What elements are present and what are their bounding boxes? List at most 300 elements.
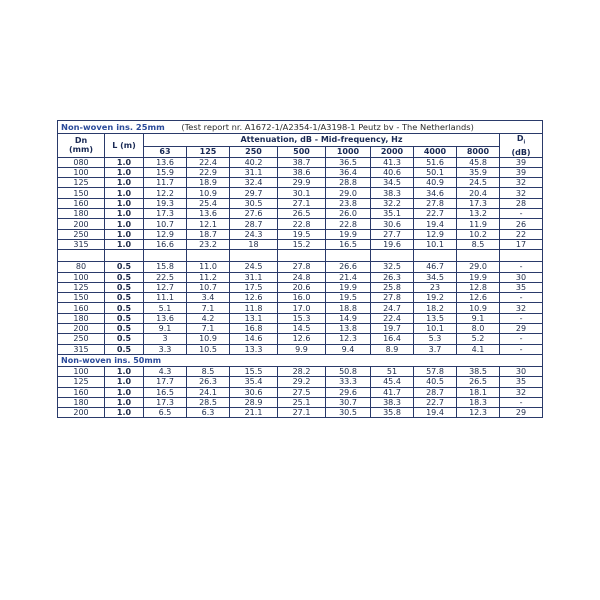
attenuation-cell: 15.5 xyxy=(230,366,278,376)
attenuation-cell: 31.1 xyxy=(230,272,278,282)
attenuation-cell: 4.1 xyxy=(457,344,500,354)
attenuation-cell: 9.4 xyxy=(326,344,371,354)
length-cell: 1.0 xyxy=(105,397,144,407)
length-cell: 1.0 xyxy=(105,157,144,167)
attenuation-cell: 25.1 xyxy=(278,397,326,407)
dn-cell: 315 xyxy=(58,239,105,249)
attenuation-cell: 36.4 xyxy=(326,167,371,177)
attenuation-cell: 12.6 xyxy=(230,293,278,303)
attenuation-cell: 19.9 xyxy=(326,282,371,292)
attenuation-cell: 10.9 xyxy=(187,188,230,198)
attenuation-cell: 22.8 xyxy=(326,219,371,229)
table-row xyxy=(58,282,543,292)
length-cell: 1.0 xyxy=(105,219,144,229)
di-cell: - xyxy=(500,262,543,272)
attenuation-cell: 16.4 xyxy=(371,334,414,344)
group-separator-row xyxy=(58,250,543,262)
attenuation-sheet xyxy=(57,120,542,418)
attenuation-cell: 6.5 xyxy=(144,408,187,418)
di-cell: 22 xyxy=(500,229,543,239)
attenuation-cell: 40.9 xyxy=(414,178,457,188)
dn-cell: 180 xyxy=(58,397,105,407)
attenuation-cell: 18.2 xyxy=(414,303,457,313)
table-row xyxy=(58,313,543,323)
attenuation-cell: 34.5 xyxy=(414,272,457,282)
attenuation-cell: 16.6 xyxy=(144,239,187,249)
length-cell: 0.5 xyxy=(105,293,144,303)
attenuation-cell: 3 xyxy=(144,334,187,344)
length-cell: 0.5 xyxy=(105,334,144,344)
table-title: Non-woven ins. 25mm xyxy=(61,122,165,132)
attenuation-cell: 13.5 xyxy=(414,313,457,323)
attenuation-cell: 22.8 xyxy=(278,219,326,229)
attenuation-cell: 5.3 xyxy=(414,334,457,344)
frequency-header-cell: 63 xyxy=(144,147,187,157)
separator-cell xyxy=(500,250,543,262)
table-row xyxy=(58,229,543,239)
table-row xyxy=(58,366,543,376)
attenuation-cell: 19.6 xyxy=(371,239,414,249)
attenuation-cell: 17.3 xyxy=(457,198,500,208)
di-header-sub: i xyxy=(523,139,526,146)
length-cell: 1.0 xyxy=(105,387,144,397)
dn-header-unit: (mm) xyxy=(69,145,93,155)
frequency-header-cell: 1000 xyxy=(326,147,371,157)
attenuation-cell: 8.5 xyxy=(457,239,500,249)
attenuation-cell: 19.2 xyxy=(414,293,457,303)
attenuation-cell: 36.5 xyxy=(326,157,371,167)
length-cell: 1.0 xyxy=(105,178,144,188)
attenuation-cell: 27.8 xyxy=(371,293,414,303)
attenuation-cell: 14.6 xyxy=(230,334,278,344)
di-cell: 39 xyxy=(500,157,543,167)
attenuation-cell: 51 xyxy=(371,366,414,376)
length-cell: 1.0 xyxy=(105,229,144,239)
attenuation-cell: 8.9 xyxy=(371,344,414,354)
table-row xyxy=(58,334,543,344)
attenuation-cell: 12.9 xyxy=(414,229,457,239)
table-row xyxy=(58,344,543,354)
frequency-header-cell: 2000 xyxy=(371,147,414,157)
dn-cell: 250 xyxy=(58,229,105,239)
di-header xyxy=(500,134,543,158)
dn-cell: 100 xyxy=(58,366,105,376)
dn-cell: 200 xyxy=(58,219,105,229)
attenuation-cell: 26.3 xyxy=(187,377,230,387)
attenuation-cell: 13.6 xyxy=(144,157,187,167)
attenuation-cell: 27.6 xyxy=(230,209,278,219)
di-cell: 17 xyxy=(500,239,543,249)
attenuation-cell: 19.9 xyxy=(326,229,371,239)
attenuation-cell: 18.7 xyxy=(187,229,230,239)
length-cell: 0.5 xyxy=(105,272,144,282)
attenuation-cell: 27.1 xyxy=(278,198,326,208)
attenuation-cell: 30.7 xyxy=(326,397,371,407)
attenuation-cell: 30.1 xyxy=(278,188,326,198)
frequency-header-cell: 125 xyxy=(187,147,230,157)
attenuation-cell: 32.5 xyxy=(371,262,414,272)
attenuation-cell: 19.7 xyxy=(371,324,414,334)
attenuation-cell: 6.3 xyxy=(187,408,230,418)
attenuation-cell: 26.0 xyxy=(326,209,371,219)
attenuation-cell: 17.0 xyxy=(278,303,326,313)
di-cell: - xyxy=(500,293,543,303)
attenuation-cell: 21.4 xyxy=(326,272,371,282)
attenuation-cell: 10.1 xyxy=(414,324,457,334)
attenuation-cell: 32.4 xyxy=(230,178,278,188)
separator-cell xyxy=(414,250,457,262)
attenuation-cell: 38.6 xyxy=(278,167,326,177)
attenuation-cell: 9.1 xyxy=(457,313,500,323)
attenuation-cell: 12.2 xyxy=(144,188,187,198)
attenuation-cell: 50.8 xyxy=(326,366,371,376)
attenuation-cell: 22.4 xyxy=(371,313,414,323)
attenuation-cell: 12.3 xyxy=(457,408,500,418)
table-row xyxy=(58,178,543,188)
separator-cell xyxy=(144,250,187,262)
attenuation-cell: 19.5 xyxy=(278,229,326,239)
length-cell: 0.5 xyxy=(105,262,144,272)
attenuation-cell: 28.7 xyxy=(230,219,278,229)
attenuation-cell: 22.7 xyxy=(414,209,457,219)
attenuation-cell: 27.8 xyxy=(278,262,326,272)
attenuation-cell: 22.9 xyxy=(187,167,230,177)
attenuation-cell: 40.6 xyxy=(371,167,414,177)
caption-row xyxy=(58,121,543,134)
separator-cell xyxy=(230,250,278,262)
attenuation-cell: 45.4 xyxy=(371,377,414,387)
di-cell: 32 xyxy=(500,188,543,198)
attenuation-cell: 26.6 xyxy=(326,262,371,272)
attenuation-cell: 24.3 xyxy=(230,229,278,239)
di-cell: 30 xyxy=(500,366,543,376)
dn-cell: 200 xyxy=(58,324,105,334)
attenuation-cell: 27.5 xyxy=(278,387,326,397)
attenuation-cell: 10.1 xyxy=(414,239,457,249)
length-cell: 1.0 xyxy=(105,239,144,249)
attenuation-cell: 10.9 xyxy=(457,303,500,313)
attenuation-cell: 15.9 xyxy=(144,167,187,177)
dn-cell: 160 xyxy=(58,387,105,397)
separator-cell xyxy=(326,250,371,262)
attenuation-cell: 8.5 xyxy=(187,366,230,376)
attenuation-cell: 11.0 xyxy=(187,262,230,272)
table-row xyxy=(58,293,543,303)
attenuation-cell: 30.6 xyxy=(230,387,278,397)
attenuation-cell: 51.6 xyxy=(414,157,457,167)
attenuation-cell: 14.5 xyxy=(278,324,326,334)
attenuation-cell: 45.8 xyxy=(457,157,500,167)
table-row xyxy=(58,188,543,198)
attenuation-cell: 18.1 xyxy=(457,387,500,397)
attenuation-cell: 26.5 xyxy=(278,209,326,219)
attenuation-cell: 40.5 xyxy=(414,377,457,387)
di-cell: - xyxy=(500,313,543,323)
attenuation-cell: 35.4 xyxy=(230,377,278,387)
attenuation-cell: 19.9 xyxy=(457,272,500,282)
di-cell: 35 xyxy=(500,282,543,292)
attenuation-header: Attenuation, dB - Mid-frequency, Hz xyxy=(144,134,500,147)
table-row xyxy=(58,262,543,272)
length-cell: 0.5 xyxy=(105,324,144,334)
attenuation-cell: 29.6 xyxy=(326,387,371,397)
attenuation-cell: 41.3 xyxy=(371,157,414,167)
attenuation-cell: 13.6 xyxy=(187,209,230,219)
dn-cell: 180 xyxy=(58,209,105,219)
length-cell: 0.5 xyxy=(105,344,144,354)
attenuation-cell: 9.1 xyxy=(144,324,187,334)
attenuation-cell: 13.2 xyxy=(457,209,500,219)
attenuation-cell: 17.5 xyxy=(230,282,278,292)
attenuation-cell: 38.3 xyxy=(371,188,414,198)
attenuation-cell: 16.5 xyxy=(326,239,371,249)
dn-cell: 150 xyxy=(58,293,105,303)
length-cell: 1.0 xyxy=(105,366,144,376)
attenuation-cell: 16.0 xyxy=(278,293,326,303)
table-row xyxy=(58,397,543,407)
attenuation-cell: 18.3 xyxy=(457,397,500,407)
dn-cell: 125 xyxy=(58,178,105,188)
table-row xyxy=(58,209,543,219)
dn-cell: 125 xyxy=(58,377,105,387)
attenuation-cell: 17.7 xyxy=(144,377,187,387)
attenuation-cell: 12.8 xyxy=(457,282,500,292)
di-cell: - xyxy=(500,397,543,407)
attenuation-cell: 38.3 xyxy=(371,397,414,407)
attenuation-cell: 12.9 xyxy=(144,229,187,239)
dn-cell: 80 xyxy=(58,262,105,272)
attenuation-cell: 10.7 xyxy=(144,219,187,229)
attenuation-cell: 4.3 xyxy=(144,366,187,376)
attenuation-cell: 22.7 xyxy=(414,397,457,407)
attenuation-cell: 27.1 xyxy=(278,408,326,418)
separator-cell xyxy=(58,250,105,262)
attenuation-cell: 30.5 xyxy=(326,408,371,418)
di-cell: 29 xyxy=(500,324,543,334)
group-separator-row xyxy=(58,354,543,366)
separator-cell xyxy=(278,250,326,262)
dn-cell: 100 xyxy=(58,272,105,282)
attenuation-cell: 29.0 xyxy=(457,262,500,272)
attenuation-cell: 30.5 xyxy=(230,198,278,208)
attenuation-cell: 3.7 xyxy=(414,344,457,354)
attenuation-cell: 27.8 xyxy=(414,198,457,208)
length-cell: 1.0 xyxy=(105,209,144,219)
attenuation-cell: 25.8 xyxy=(371,282,414,292)
attenuation-cell: 11.1 xyxy=(144,293,187,303)
attenuation-cell: 34.6 xyxy=(414,188,457,198)
di-cell: 26 xyxy=(500,219,543,229)
attenuation-cell: 40.2 xyxy=(230,157,278,167)
attenuation-cell: 19.3 xyxy=(144,198,187,208)
attenuation-cell: 24.1 xyxy=(187,387,230,397)
dn-cell: 100 xyxy=(58,167,105,177)
di-cell: 29 xyxy=(500,408,543,418)
attenuation-cell: 19.4 xyxy=(414,408,457,418)
dn-cell: 315 xyxy=(58,344,105,354)
frequency-header-cell: 8000 xyxy=(457,147,500,157)
table-row xyxy=(58,324,543,334)
separator-cell xyxy=(457,250,500,262)
attenuation-cell: 14.9 xyxy=(326,313,371,323)
attenuation-cell: 18.9 xyxy=(187,178,230,188)
attenuation-cell: 20.4 xyxy=(457,188,500,198)
attenuation-cell: 24.5 xyxy=(457,178,500,188)
attenuation-cell: 13.1 xyxy=(230,313,278,323)
length-header: L (m) xyxy=(105,134,144,158)
attenuation-cell: 35.8 xyxy=(371,408,414,418)
attenuation-cell: 19.4 xyxy=(414,219,457,229)
attenuation-table xyxy=(57,120,543,418)
table-row xyxy=(58,377,543,387)
table-row xyxy=(58,157,543,167)
attenuation-cell: 15.8 xyxy=(144,262,187,272)
attenuation-cell: 26.3 xyxy=(371,272,414,282)
attenuation-cell: 29.9 xyxy=(278,178,326,188)
attenuation-cell: 41.7 xyxy=(371,387,414,397)
dn-cell: 080 xyxy=(58,157,105,167)
header-row-1 xyxy=(58,134,543,147)
attenuation-cell: 26.5 xyxy=(457,377,500,387)
attenuation-cell: 33.3 xyxy=(326,377,371,387)
attenuation-cell: 34.5 xyxy=(371,178,414,188)
attenuation-cell: 5.1 xyxy=(144,303,187,313)
attenuation-cell: 3.4 xyxy=(187,293,230,303)
attenuation-cell: 32.2 xyxy=(371,198,414,208)
attenuation-cell: 13.6 xyxy=(144,313,187,323)
length-cell: 0.5 xyxy=(105,303,144,313)
attenuation-cell: 12.3 xyxy=(326,334,371,344)
attenuation-cell: 11.2 xyxy=(187,272,230,282)
attenuation-cell: 11.9 xyxy=(457,219,500,229)
di-cell: 32 xyxy=(500,387,543,397)
attenuation-cell: 10.7 xyxy=(187,282,230,292)
attenuation-cell: 15.3 xyxy=(278,313,326,323)
attenuation-cell: 29.7 xyxy=(230,188,278,198)
attenuation-cell: 17.3 xyxy=(144,209,187,219)
table-row xyxy=(58,198,543,208)
attenuation-cell: 13.3 xyxy=(230,344,278,354)
dn-cell: 200 xyxy=(58,408,105,418)
attenuation-cell: 57.8 xyxy=(414,366,457,376)
di-cell: 30 xyxy=(500,272,543,282)
attenuation-cell: 31.1 xyxy=(230,167,278,177)
attenuation-cell: 18.8 xyxy=(326,303,371,313)
di-cell: 28 xyxy=(500,198,543,208)
dn-cell: 150 xyxy=(58,188,105,198)
attenuation-cell: 28.5 xyxy=(187,397,230,407)
attenuation-cell: 10.5 xyxy=(187,344,230,354)
di-cell: - xyxy=(500,209,543,219)
attenuation-cell: 12.1 xyxy=(187,219,230,229)
separator-cell xyxy=(105,250,144,262)
attenuation-cell: 18 xyxy=(230,239,278,249)
attenuation-cell: 19.5 xyxy=(326,293,371,303)
length-cell: 1.0 xyxy=(105,408,144,418)
attenuation-cell: 17.3 xyxy=(144,397,187,407)
attenuation-cell: 22.5 xyxy=(144,272,187,282)
attenuation-cell: 12.6 xyxy=(457,293,500,303)
attenuation-cell: 46.7 xyxy=(414,262,457,272)
frequency-header-cell: 4000 xyxy=(414,147,457,157)
attenuation-cell: 11.7 xyxy=(144,178,187,188)
attenuation-cell: 16.5 xyxy=(144,387,187,397)
caption-cell xyxy=(58,121,543,134)
attenuation-cell: 28.7 xyxy=(414,387,457,397)
attenuation-cell: 7.1 xyxy=(187,324,230,334)
attenuation-cell: 3.3 xyxy=(144,344,187,354)
attenuation-cell: 10.2 xyxy=(457,229,500,239)
attenuation-cell: 16.8 xyxy=(230,324,278,334)
table-row xyxy=(58,408,543,418)
table-row xyxy=(58,239,543,249)
attenuation-cell: 24.8 xyxy=(278,272,326,282)
table-row xyxy=(58,387,543,397)
table-row xyxy=(58,303,543,313)
attenuation-cell: 38.5 xyxy=(457,366,500,376)
attenuation-cell: 12.7 xyxy=(144,282,187,292)
dn-cell: 180 xyxy=(58,313,105,323)
table-row xyxy=(58,167,543,177)
length-cell: 1.0 xyxy=(105,198,144,208)
attenuation-cell: 12.6 xyxy=(278,334,326,344)
attenuation-cell: 13.8 xyxy=(326,324,371,334)
dn-cell: 125 xyxy=(58,282,105,292)
di-cell: 32 xyxy=(500,303,543,313)
attenuation-cell: 35.9 xyxy=(457,167,500,177)
dn-cell: 160 xyxy=(58,198,105,208)
attenuation-cell: 21.1 xyxy=(230,408,278,418)
length-cell: 0.5 xyxy=(105,282,144,292)
attenuation-cell: 28.9 xyxy=(230,397,278,407)
attenuation-cell: 28.8 xyxy=(326,178,371,188)
attenuation-cell: 29.2 xyxy=(278,377,326,387)
attenuation-cell: 30.6 xyxy=(371,219,414,229)
separator-cell xyxy=(371,250,414,262)
attenuation-cell: 20.6 xyxy=(278,282,326,292)
frequency-header-cell: 250 xyxy=(230,147,278,157)
di-cell: 32 xyxy=(500,178,543,188)
dn-header-label: Dn xyxy=(74,136,88,146)
attenuation-cell: 23 xyxy=(414,282,457,292)
attenuation-cell: 24.5 xyxy=(230,262,278,272)
attenuation-cell: 27.7 xyxy=(371,229,414,239)
dn-header xyxy=(58,134,105,158)
di-cell: - xyxy=(500,334,543,344)
attenuation-cell: 4.2 xyxy=(187,313,230,323)
length-cell: 1.0 xyxy=(105,167,144,177)
di-cell: 39 xyxy=(500,167,543,177)
attenuation-cell: 29.0 xyxy=(326,188,371,198)
attenuation-cell: 38.7 xyxy=(278,157,326,167)
test-report-note: (Test report nr. A1672-1/A2354-1/A3198-1 Peutz bv - The Netherlands) xyxy=(181,122,474,132)
attenuation-cell: 15.2 xyxy=(278,239,326,249)
attenuation-cell: 25.4 xyxy=(187,198,230,208)
attenuation-cell: 11.8 xyxy=(230,303,278,313)
attenuation-cell: 23.2 xyxy=(187,239,230,249)
attenuation-cell: 7.1 xyxy=(187,303,230,313)
attenuation-cell: 24.7 xyxy=(371,303,414,313)
attenuation-cell: 8.0 xyxy=(457,324,500,334)
table-row xyxy=(58,272,543,282)
attenuation-cell: 22.4 xyxy=(187,157,230,167)
attenuation-cell: 28.2 xyxy=(278,366,326,376)
separator-cell xyxy=(187,250,230,262)
dn-cell: 160 xyxy=(58,303,105,313)
attenuation-cell: 50.1 xyxy=(414,167,457,177)
attenuation-cell: 5.2 xyxy=(457,334,500,344)
attenuation-cell: 9.9 xyxy=(278,344,326,354)
